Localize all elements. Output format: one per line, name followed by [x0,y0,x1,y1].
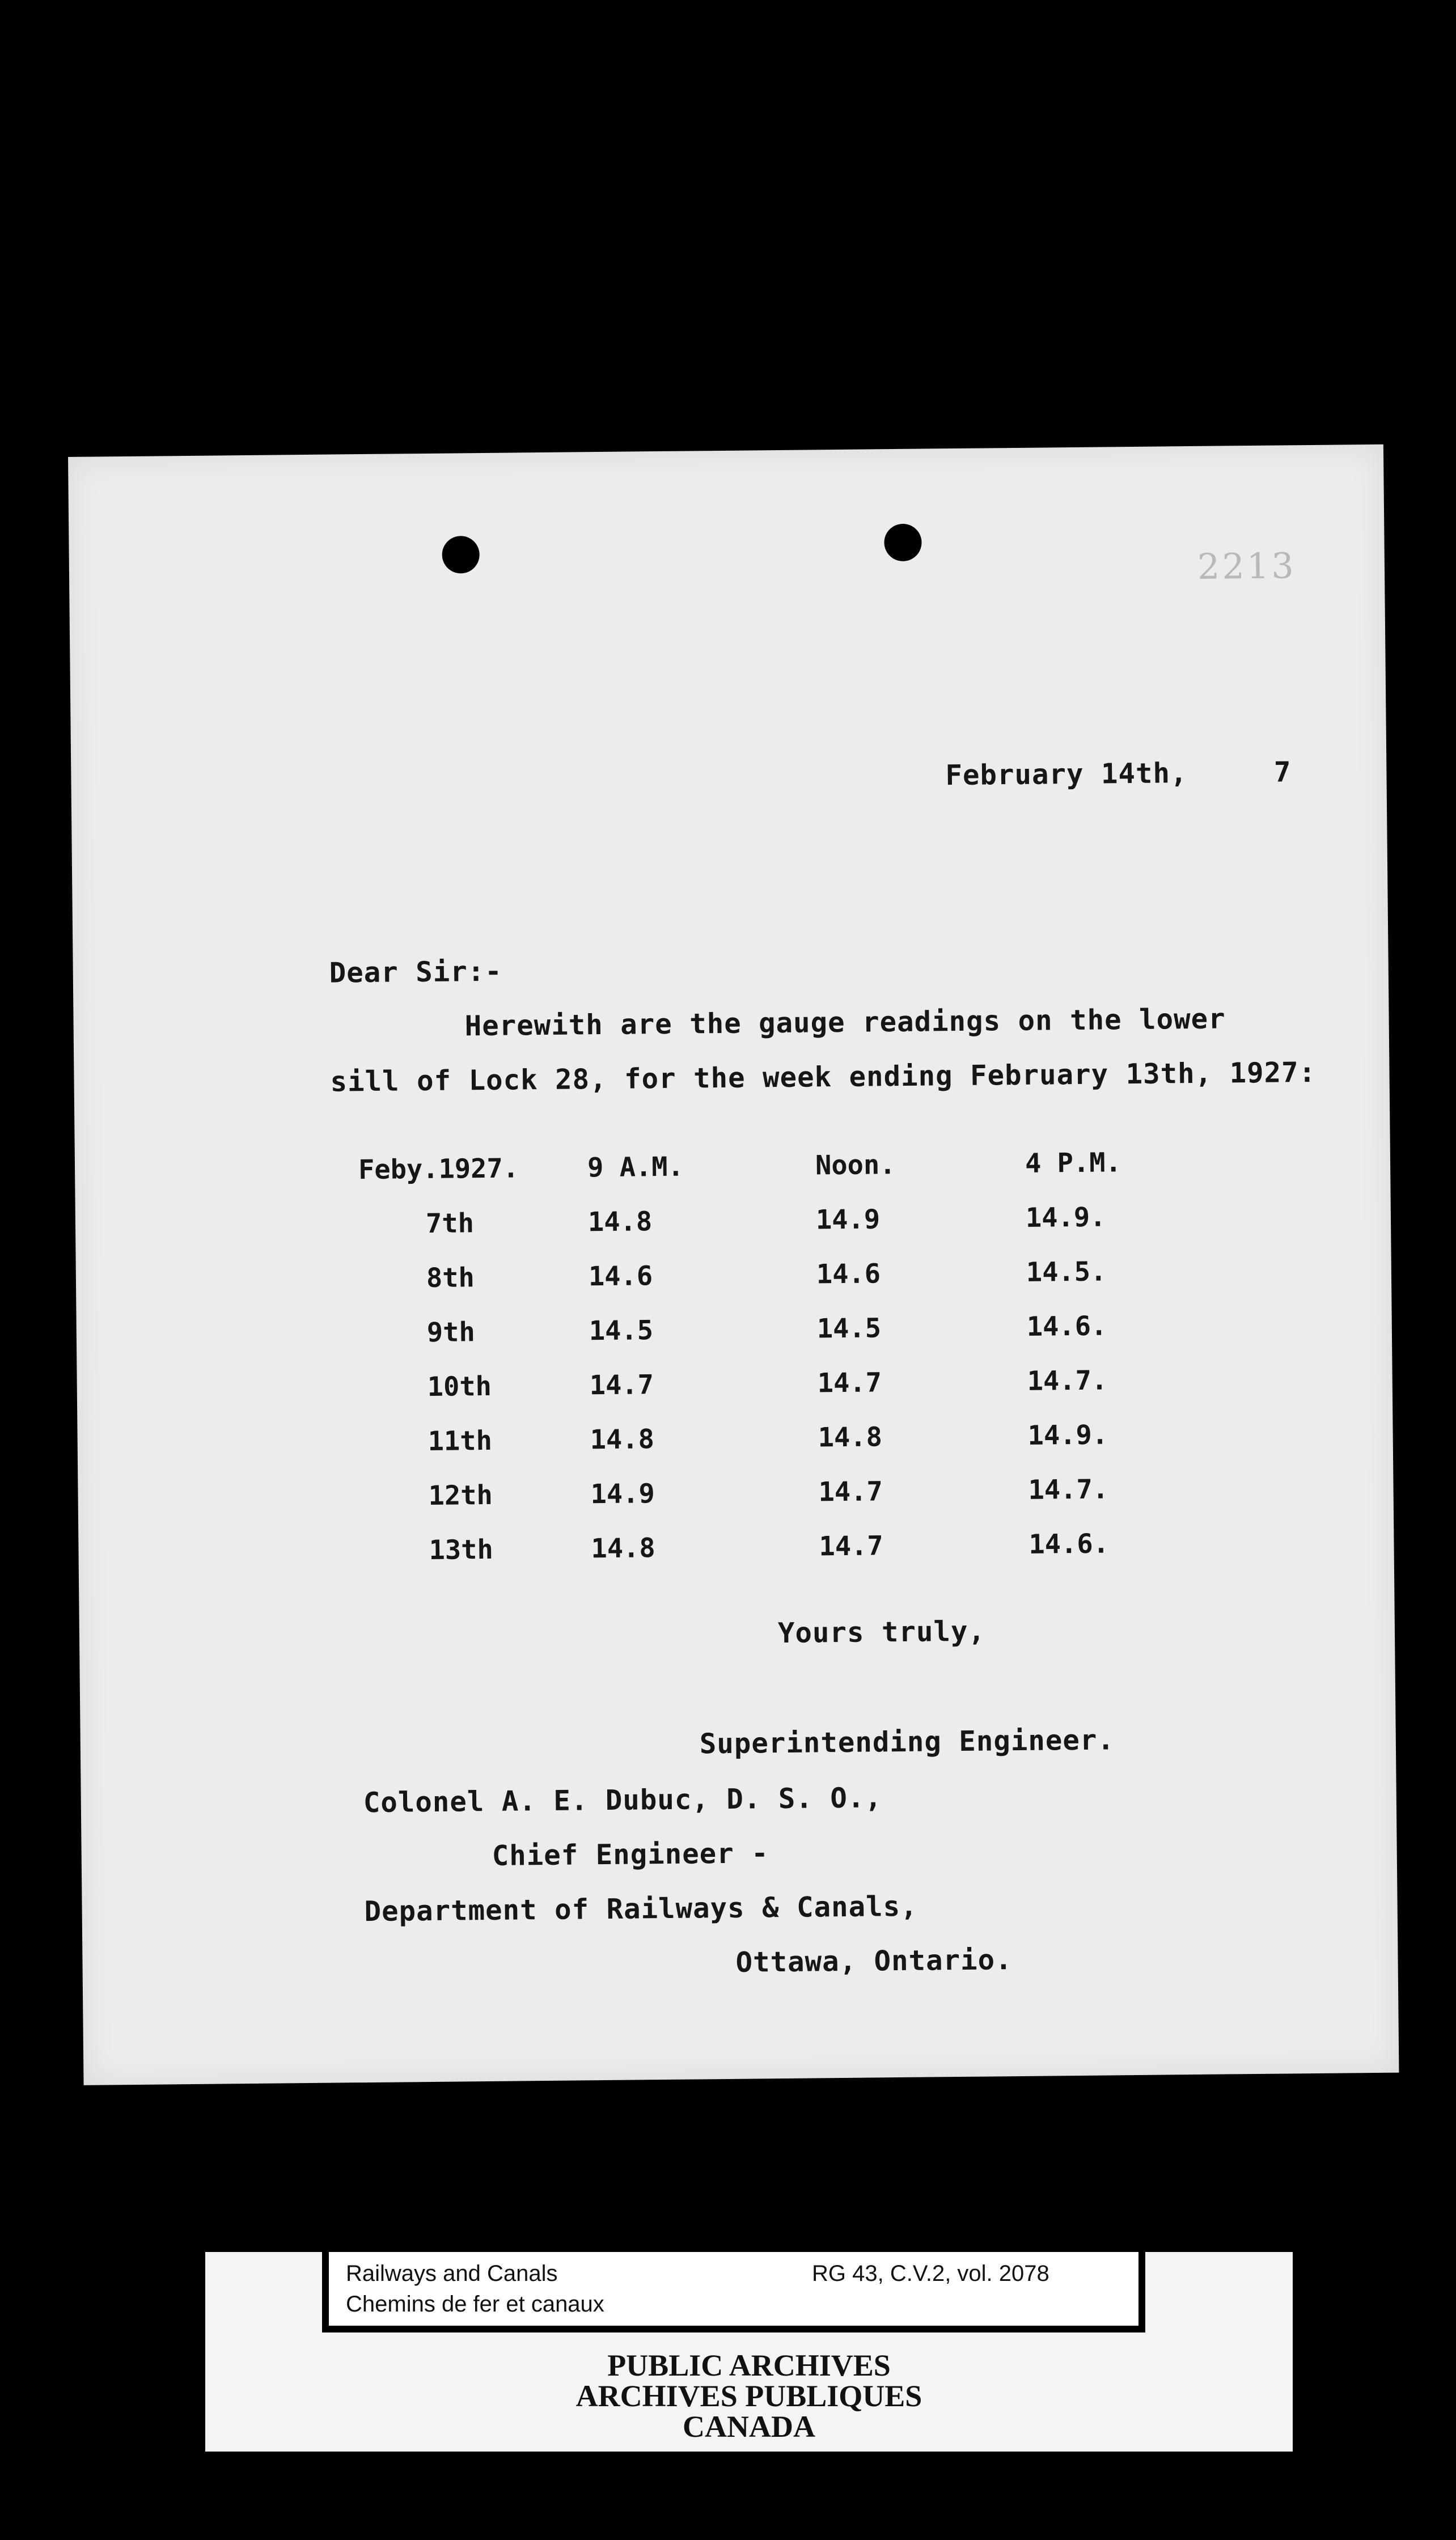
row-day: 8th [426,1261,475,1294]
row-day: 7th [425,1207,475,1239]
fonds-name-french: Chemins de fer et canaux [346,2292,604,2317]
table-header-row [358,1134,1196,1197]
table-row [359,1189,1196,1251]
reading-9am: 14.7 [589,1369,654,1401]
reading-4pm: 14.7. [1028,1473,1109,1506]
table-row [361,1461,1199,1523]
reading-4pm: 14.7. [1027,1364,1108,1397]
reading-noon: 14.8 [818,1421,883,1453]
reading-9am: 14.9 [590,1478,655,1510]
header-4pm: 4 P.M. [1025,1146,1122,1179]
body-line-1: Herewith are the gauge readings on the lower [464,1002,1226,1043]
body-line-2: sill of Lock 28, for the week ending February 13th, 1927: [330,1056,1317,1098]
archive-reference: RG 43, C.V.2, vol. 2078 [812,2261,1049,2286]
reading-4pm: 14.6. [1028,1527,1110,1560]
address-line-4: Ottawa, Ontario. [735,1944,1013,1979]
row-day: 9th [426,1316,476,1348]
archive-heading-french: ARCHIVES PUBLIQUES [575,2379,922,2413]
table-row [361,1407,1198,1469]
punch-hole-right [884,524,922,562]
reading-4pm: 14.5. [1026,1255,1107,1288]
row-day: 12th [428,1479,493,1512]
reading-9am: 14.8 [591,1532,655,1564]
reading-4pm: 14.6. [1026,1310,1107,1343]
reading-noon: 14.6 [816,1258,881,1290]
archive-heading-country: CANADA [683,2410,815,2444]
reading-4pm: 14.9. [1027,1419,1108,1451]
fonds-name-english: Railways and Canals [346,2261,558,2286]
row-day: 10th [427,1370,492,1403]
address-line-1: Colonel A. E. Dubuc, D. S. O., [363,1781,883,1819]
salutation: Dear Sir:- [329,955,503,989]
table-row [359,1243,1196,1306]
archive-fonds-box [322,2252,1145,2332]
stamp-number: 2213 [1197,545,1297,587]
header-9am: 9 A.M. [587,1151,684,1183]
reading-noon: 14.9 [815,1203,881,1235]
table-row [359,1298,1197,1360]
letter-date: February 14th, 7 [945,756,1292,792]
reading-9am: 14.8 [590,1423,655,1455]
reading-noon: 14.5 [816,1312,882,1344]
letter-sheet [68,444,1399,2085]
archive-heading-english: PUBLIC ARCHIVES [607,2348,891,2382]
row-day: 13th [429,1534,493,1566]
closing: Yours truly, [777,1615,986,1650]
header-noon: Noon. [815,1149,896,1181]
reading-9am: 14.8 [587,1205,653,1238]
header-date: Feby.1927. [358,1152,519,1186]
signature-title: Superintending Engineer. [699,1724,1115,1760]
gauge-readings-table [358,1134,1199,1578]
address-line-2: Chief Engineer - [492,1837,769,1872]
table-row [362,1515,1199,1578]
table-row [360,1352,1197,1415]
archive-label [205,2252,1293,2452]
row-day: 11th [428,1425,493,1457]
reading-noon: 14.7 [818,1475,883,1508]
reading-noon: 14.7 [819,1530,883,1562]
reading-4pm: 14.9. [1025,1201,1106,1234]
punch-hole-left [442,536,480,574]
address-line-3: Department of Railways & Canals, [364,1890,918,1928]
reading-9am: 14.5 [589,1314,654,1347]
reading-noon: 14.7 [817,1366,882,1399]
reading-9am: 14.6 [588,1260,653,1292]
